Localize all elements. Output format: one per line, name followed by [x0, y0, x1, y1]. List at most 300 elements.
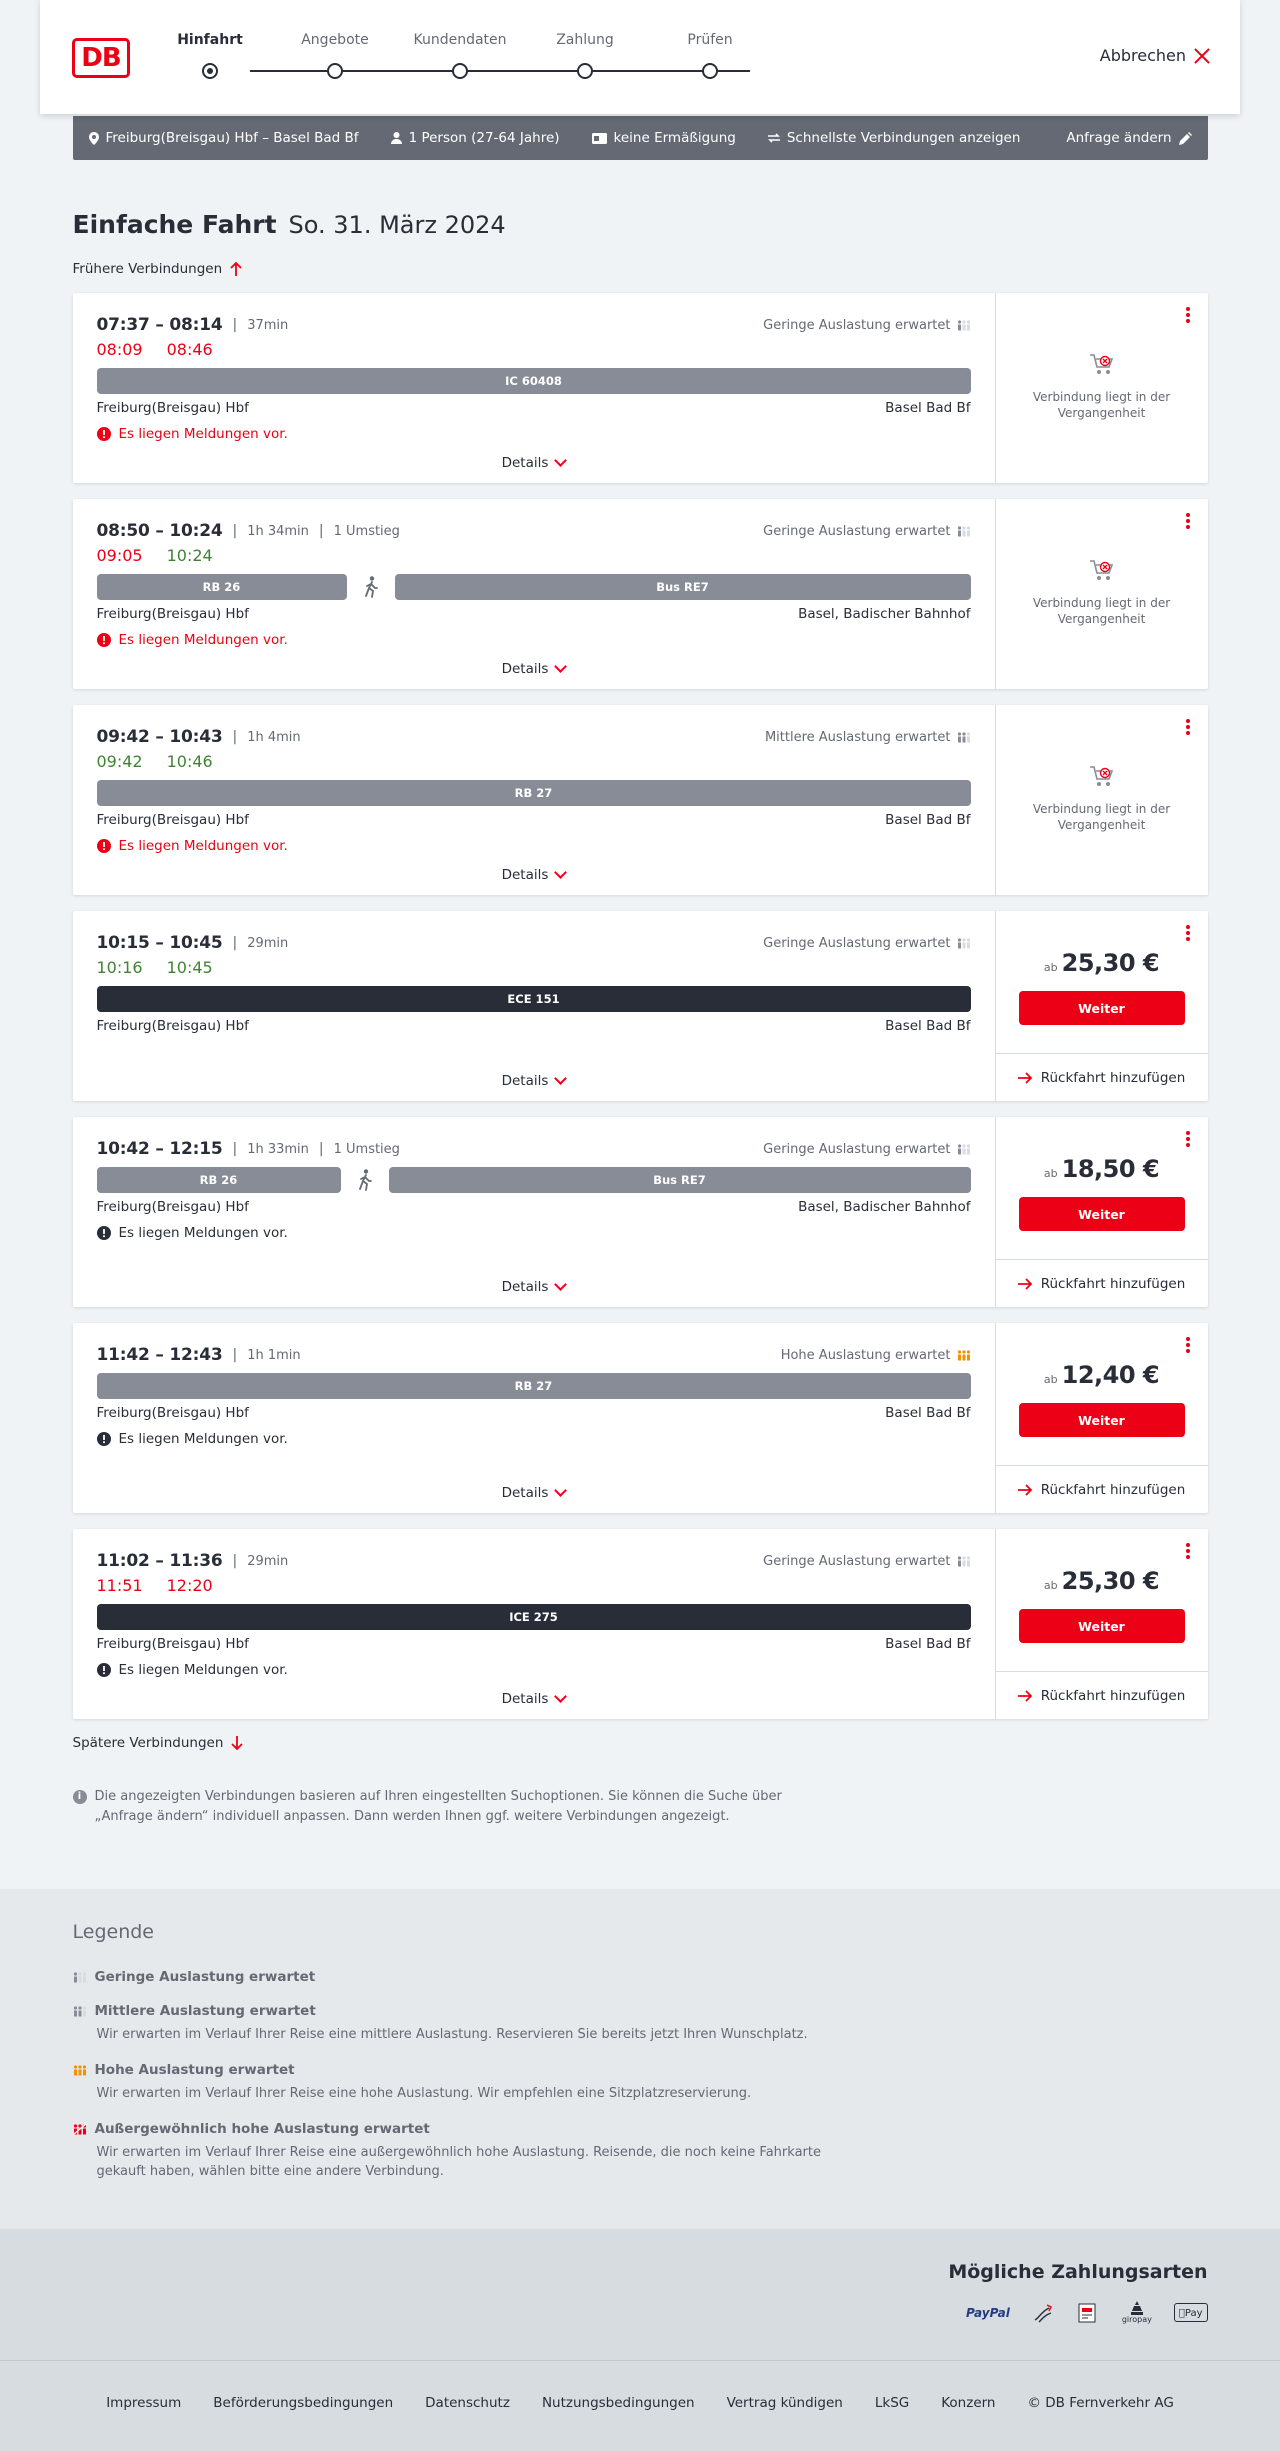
step-label: Prüfen — [687, 32, 733, 48]
arrival-station: Basel, Badischer Bahnhof — [798, 606, 971, 622]
occupancy-text: Geringe Auslastung erwartet — [763, 935, 951, 951]
disruption-text: Es liegen Meldungen vor. — [118, 1431, 288, 1447]
past-connection-text: Verbindung liegt in der Vergangenheit — [1032, 802, 1171, 832]
separator: | — [318, 523, 324, 539]
offer-panel — [996, 1323, 1208, 1513]
details-toggle[interactable] — [73, 1279, 995, 1295]
add-return-label: Rückfahrt hinzufügen — [1040, 1275, 1186, 1292]
train-leg-bar[interactable]: RB 27 — [97, 780, 971, 806]
legend-item — [73, 2003, 1208, 2044]
later-connections-link[interactable] — [73, 1735, 1208, 1751]
price — [996, 1567, 1208, 1595]
departure-station: Freiburg(Breisgau) Hbf — [96, 1405, 249, 1421]
arrival-station: Basel, Badischer Bahnhof — [798, 1199, 971, 1215]
connection-card[interactable] — [73, 1529, 1208, 1719]
arrival-station: Basel Bad Bf — [885, 1636, 971, 1652]
more-options-icon[interactable] — [1186, 1337, 1190, 1353]
disruption-text: Es liegen Meldungen vor. — [118, 632, 288, 648]
legend-item — [73, 1969, 1208, 1985]
apple-pay-label: Pay — [1184, 2308, 1203, 2319]
more-options-icon[interactable] — [1186, 925, 1190, 941]
disruption-message[interactable] — [97, 1429, 971, 1449]
pencil-icon — [1179, 132, 1192, 145]
occupancy-low-icon — [957, 525, 971, 537]
realtime-departure: 09:42 — [96, 752, 143, 771]
header — [40, 0, 1240, 114]
occupancy-high-icon — [73, 2064, 87, 2076]
cart-unavailable-icon — [1089, 765, 1115, 789]
step-dot — [702, 63, 718, 79]
occupancy-text: Geringe Auslastung erwartet — [763, 317, 951, 333]
payment-icons — [73, 2301, 1208, 2324]
walk-segment — [353, 1167, 377, 1193]
arrival-station: Basel Bad Bf — [885, 812, 971, 828]
legend-item-title-row — [73, 2003, 1208, 2019]
search-summary-bar — [73, 116, 1208, 160]
time-row — [97, 727, 971, 747]
occupancy-low-icon — [957, 319, 971, 331]
step-angebote[interactable] — [275, 32, 395, 54]
legs-bar-row — [97, 780, 971, 806]
bus-leg-bar[interactable]: Bus RE7 — [395, 574, 971, 600]
legend-item-title-row — [73, 2121, 1208, 2137]
duration: 1h 33min — [247, 1141, 309, 1157]
arrival-station: Basel Bad Bf — [885, 1405, 971, 1421]
train-leg-bar[interactable]: ECE 151 — [97, 986, 971, 1012]
occupancy-low-icon — [957, 1143, 971, 1155]
duration: 1h 1min — [247, 1347, 301, 1363]
step-zahlung[interactable] — [525, 32, 645, 54]
occupancy-text: Geringe Auslastung erwartet — [763, 523, 951, 539]
legend-items — [73, 1969, 1208, 2181]
add-return-button[interactable] — [996, 1259, 1208, 1307]
discount-summary — [592, 130, 736, 146]
separator: | — [232, 1141, 238, 1157]
scheduled-times: 07:37 – 08:14 — [96, 315, 223, 335]
legend-item-desc: Wir erwarten im Verlauf Ihrer Reise eine mittlere Auslastung. Reservieren Sie bereits jetzt Ihren Wunschplatz. — [96, 2027, 808, 2042]
departure-station: Freiburg(Breisgau) Hbf — [96, 1199, 249, 1215]
occupancy-indicator — [763, 1554, 970, 1569]
departure-station: Freiburg(Breisgau) Hbf — [96, 812, 249, 828]
legend-item-title: Geringe Auslastung erwartet — [94, 1969, 316, 1985]
legend-item-title-row — [73, 1969, 1208, 1985]
arrival-station: Basel Bad Bf — [885, 400, 971, 416]
occupancy-low-icon — [957, 937, 971, 949]
warning-icon — [97, 1432, 111, 1446]
past-connection-note — [996, 765, 1208, 833]
stations-row — [97, 812, 971, 832]
legend-item — [73, 2062, 1208, 2103]
step-pruefen[interactable] — [650, 32, 770, 54]
disruption-text: Es liegen Meldungen vor. — [118, 1662, 288, 1678]
walking-transfer-icon — [358, 1169, 372, 1191]
legend-title: Legende — [72, 1921, 154, 1943]
details-label: Details — [501, 1485, 549, 1501]
arrow-right-icon — [1018, 1278, 1033, 1290]
past-connection-text: Verbindung liegt in der Vergangenheit — [1032, 596, 1171, 626]
add-return-label: Rückfahrt hinzufügen — [1040, 1481, 1186, 1498]
legs-bar-row — [97, 1604, 971, 1630]
search-info-text: Die angezeigten Verbindungen basieren auf Ihren eingestellten Suchoptionen. Sie können die Suche über „Anfrage ändern“ individuell anpassen. Dann werden Ihnen ggf. weitere Verbindungen angezeigt. — [94, 1789, 782, 1824]
cart-unavailable-icon — [1089, 559, 1115, 583]
transfers: 1 Umstieg — [333, 1141, 400, 1157]
disruption-text: Es liegen Meldungen vor. — [118, 838, 288, 854]
connection-card[interactable] — [73, 705, 1208, 895]
continue-button[interactable]: Weiter — [1019, 1403, 1185, 1437]
chevron-down-icon — [555, 1484, 568, 1497]
location-pin-icon — [89, 132, 99, 145]
chevron-down-icon — [555, 660, 568, 673]
footer-link[interactable]: Konzern — [941, 2395, 996, 2411]
booking-stepper — [177, 32, 750, 82]
legend-item-title: Hohe Auslastung erwartet — [94, 2062, 295, 2078]
realtime-departure: 09:05 — [96, 546, 143, 565]
warning-icon — [97, 633, 111, 647]
time-row — [97, 1551, 971, 1571]
legs-bar-row — [97, 1373, 971, 1399]
step-dot — [452, 63, 468, 79]
arrival-station: Basel Bad Bf — [885, 1018, 971, 1034]
occupancy-low-icon — [73, 1971, 87, 1983]
separator: | — [232, 317, 238, 333]
page-title-row — [73, 210, 1208, 239]
duration: 29min — [247, 1553, 289, 1569]
add-return-button[interactable] — [996, 1053, 1208, 1101]
step-hinfahrt[interactable] — [150, 32, 270, 54]
footer-link[interactable]: LkSG — [874, 2395, 910, 2411]
details-toggle[interactable] — [73, 661, 995, 677]
travel-date: So. 31. März 2024 — [288, 211, 506, 239]
stations-row — [97, 1199, 971, 1219]
apple-pay-icon — [1174, 2303, 1208, 2322]
chevron-down-icon — [555, 454, 568, 467]
edit-request-label: Anfrage ändern — [1066, 130, 1172, 146]
connection-card[interactable] — [73, 499, 1208, 689]
search-info-note — [73, 1787, 833, 1827]
details-label: Details — [501, 1279, 549, 1295]
occupancy-low-icon — [957, 1555, 971, 1567]
bus-leg-bar[interactable]: Bus RE7 — [389, 1167, 971, 1193]
legend-item — [73, 2121, 1208, 2181]
page-title: Einfache Fahrt — [72, 210, 277, 239]
details-label: Details — [501, 661, 549, 677]
fastest-summary — [768, 130, 1021, 146]
more-options-icon[interactable] — [1186, 719, 1190, 735]
realtime-departure: 10:16 — [96, 958, 143, 977]
connection-info — [73, 1117, 996, 1307]
earlier-connections-label: Frühere Verbindungen — [72, 261, 223, 277]
giropay-icon — [1122, 2301, 1152, 2324]
connection-info — [73, 1529, 996, 1719]
swap-arrows-icon — [768, 133, 780, 143]
disruption-message[interactable] — [97, 630, 971, 650]
occupancy-text: Geringe Auslastung erwartet — [763, 1553, 951, 1569]
occupancy-high-icon — [957, 1349, 971, 1361]
connection-card[interactable] — [73, 911, 1208, 1101]
realtime-row — [97, 340, 971, 360]
warning-icon — [97, 427, 111, 441]
footer-link[interactable]: Vertrag kündigen — [726, 2395, 843, 2411]
arrow-up-icon — [230, 262, 242, 276]
bahncard-icon — [592, 133, 607, 144]
legend-item-desc: Wir erwarten im Verlauf Ihrer Reise eine hohe Auslastung. Wir empfehlen eine Sitzplatzreservierung. — [96, 2086, 752, 2101]
departure-station: Freiburg(Breisgau) Hbf — [96, 606, 249, 622]
chevron-down-icon — [555, 866, 568, 879]
transfers: 1 Umstieg — [333, 523, 400, 539]
price-value: 25,30 € — [1061, 1567, 1160, 1595]
legend-item-title-row — [73, 2062, 1208, 2078]
close-icon — [1194, 48, 1210, 64]
step-label: Hinfahrt — [177, 32, 243, 48]
separator: | — [232, 935, 238, 951]
cancel-label: Abbrechen — [1099, 46, 1186, 65]
more-options-icon[interactable] — [1186, 513, 1190, 529]
realtime-row — [97, 752, 971, 772]
departure-station: Freiburg(Breisgau) Hbf — [96, 400, 249, 416]
separator: | — [232, 729, 238, 745]
earlier-connections-link[interactable] — [73, 261, 1208, 277]
time-row — [97, 933, 971, 953]
price — [996, 1361, 1208, 1389]
offer-panel — [996, 499, 1208, 689]
legs-bar-row — [97, 986, 971, 1012]
occupancy-indicator — [781, 1348, 971, 1363]
disruption-message[interactable] — [97, 1660, 971, 1680]
disruption-text: Es liegen Meldungen vor. — [118, 426, 288, 442]
duration: 37min — [247, 317, 289, 333]
connection-info — [73, 705, 996, 895]
separator: | — [232, 1553, 238, 1569]
step-kundendaten[interactable] — [400, 32, 520, 54]
price-prefix: ab — [1043, 1167, 1058, 1180]
more-options-icon[interactable] — [1186, 1543, 1190, 1559]
giropay-label: giropay — [1121, 2315, 1152, 2324]
realtime-arrival: 08:46 — [166, 340, 213, 359]
occupancy-indicator — [763, 1142, 970, 1157]
offer-panel — [996, 293, 1208, 483]
credit-card-icon — [1076, 2302, 1100, 2324]
connection-card[interactable] — [73, 1323, 1208, 1513]
realtime-arrival: 10:24 — [166, 546, 213, 565]
continue-button[interactable]: Weiter — [1019, 1609, 1185, 1643]
price-value: 18,50 € — [1061, 1155, 1160, 1183]
price — [996, 1155, 1208, 1183]
step-dot-active — [202, 63, 218, 79]
disruption-text: Es liegen Meldungen vor. — [118, 1225, 288, 1241]
train-leg-bar[interactable]: ICE 275 — [97, 1604, 971, 1630]
footer — [0, 2360, 1280, 2451]
scheduled-times: 09:42 – 10:43 — [96, 727, 223, 747]
legend-item-desc: Wir erwarten im Verlauf Ihrer Reise eine außergewöhnlich hohe Auslastung. Reisende, die noch keine Fahrkarte gekauft haben, wählen bitte eine andere Verbindung. — [96, 2145, 821, 2179]
details-label: Details — [501, 867, 549, 883]
scheduled-times: 10:15 – 10:45 — [96, 933, 223, 953]
occupancy-indicator — [763, 936, 970, 951]
realtime-departure: 11:51 — [96, 1576, 143, 1595]
price-value: 12,40 € — [1061, 1361, 1160, 1389]
disruption-message[interactable] — [97, 424, 971, 444]
realtime-departure: 08:09 — [96, 340, 143, 359]
step-label: Zahlung — [556, 32, 614, 48]
details-toggle[interactable] — [73, 455, 995, 471]
disruption-message[interactable] — [97, 836, 971, 856]
warning-icon — [97, 1226, 111, 1240]
passengers-summary — [391, 130, 560, 146]
chevron-down-icon — [555, 1690, 568, 1703]
connection-info — [73, 293, 996, 483]
occupancy-text: Hohe Auslastung erwartet — [780, 1347, 951, 1363]
past-connection-note — [996, 559, 1208, 627]
payment-title: Mögliche Zahlungsarten — [948, 2261, 1208, 2283]
disruption-message[interactable] — [97, 1223, 971, 1243]
separator: | — [232, 523, 238, 539]
past-connection-text: Verbindung liegt in der Vergangenheit — [1032, 390, 1171, 420]
step-label: Kundendaten — [413, 32, 507, 48]
add-return-button[interactable] — [996, 1465, 1208, 1513]
add-return-label: Rückfahrt hinzufügen — [1040, 1687, 1186, 1704]
sepa-debit-icon — [1032, 2302, 1054, 2324]
payment-methods — [0, 2229, 1280, 2360]
connection-card[interactable] — [73, 1117, 1208, 1307]
stations-row — [97, 606, 971, 626]
person-icon — [391, 132, 402, 144]
details-toggle[interactable] — [73, 1691, 995, 1707]
price — [996, 949, 1208, 977]
arrow-down-icon — [231, 1736, 243, 1750]
more-options-icon[interactable] — [1186, 307, 1190, 323]
route-text: Freiburg(Breisgau) Hbf – Basel Bad Bf — [105, 130, 359, 146]
warning-icon — [97, 839, 111, 853]
legs-bar-row — [97, 368, 971, 394]
train-leg-bar[interactable]: RB 26 — [97, 1167, 341, 1193]
footer-links — [0, 2395, 1280, 2411]
offer-panel — [996, 911, 1208, 1101]
occupancy-text: Mittlere Auslastung erwartet — [764, 729, 951, 745]
realtime-row — [97, 958, 971, 978]
price-box — [996, 1567, 1208, 1643]
edit-request-button[interactable] — [1066, 130, 1191, 146]
paypal-icon: PayPal — [965, 2305, 1010, 2320]
details-toggle[interactable] — [73, 1485, 995, 1501]
connection-info — [73, 911, 996, 1101]
legend-item-title: Außergewöhnlich hohe Auslastung erwartet — [94, 2121, 430, 2137]
stations-row — [97, 1405, 971, 1425]
details-label: Details — [501, 455, 549, 471]
realtime-row — [97, 546, 971, 566]
scheduled-times: 08:50 – 10:24 — [96, 521, 223, 541]
scheduled-times: 11:42 – 12:43 — [96, 1345, 223, 1365]
footer-link[interactable]: Impressum — [106, 2395, 182, 2411]
details-label: Details — [501, 1691, 549, 1707]
later-connections-label: Spätere Verbindungen — [72, 1735, 224, 1751]
stepper-line — [250, 70, 750, 72]
duration: 1h 34min — [247, 523, 309, 539]
train-leg-bar[interactable]: IC 60408 — [97, 368, 971, 394]
cancel-button[interactable] — [1100, 46, 1210, 65]
scheduled-times: 10:42 – 12:15 — [96, 1139, 223, 1159]
occupancy-text: Geringe Auslastung erwartet — [763, 1141, 951, 1157]
step-dot — [327, 63, 343, 79]
connection-info — [73, 499, 996, 689]
footer-link[interactable]: Beförderungsbedingungen — [213, 2395, 394, 2411]
price-prefix: ab — [1043, 1579, 1058, 1592]
continue-button[interactable]: Weiter — [1019, 1197, 1185, 1231]
price-prefix: ab — [1043, 1373, 1058, 1386]
footer-link[interactable]: © DB Fernverkehr AG — [1027, 2395, 1174, 2411]
warning-icon — [97, 1663, 111, 1677]
occupancy-legend — [0, 1889, 1280, 2229]
continue-button[interactable]: Weiter — [1019, 991, 1185, 1025]
stations-row — [97, 400, 971, 420]
duration: 29min — [247, 935, 289, 951]
legend-item-title: Mittlere Auslastung erwartet — [94, 2003, 316, 2019]
offer-panel — [996, 705, 1208, 895]
departure-station: Freiburg(Breisgau) Hbf — [96, 1018, 249, 1034]
occupancy-extreme-icon — [73, 2123, 87, 2135]
duration: 1h 4min — [247, 729, 301, 745]
arrow-right-icon — [1018, 1484, 1033, 1496]
time-row — [97, 521, 971, 541]
realtime-arrival: 12:20 — [166, 1576, 213, 1595]
train-leg-bar[interactable]: RB 26 — [97, 574, 347, 600]
realtime-arrival: 10:45 — [166, 958, 213, 977]
add-return-label: Rückfahrt hinzufügen — [1040, 1069, 1186, 1086]
realtime-arrival: 10:46 — [166, 752, 213, 771]
footer-link[interactable]: Datenschutz — [425, 2395, 510, 2411]
db-logo[interactable]: DB — [72, 38, 130, 78]
walking-transfer-icon — [364, 576, 378, 598]
connection-card[interactable] — [73, 293, 1208, 483]
price-box — [996, 1361, 1208, 1437]
separator: | — [318, 1141, 324, 1157]
occupancy-mid-icon — [957, 731, 971, 743]
offer-panel — [996, 1117, 1208, 1307]
connection-info — [73, 1323, 996, 1513]
chevron-down-icon — [555, 1278, 568, 1291]
discount-text: keine Ermäßigung — [613, 130, 736, 146]
legs-bar-row — [97, 574, 971, 600]
departure-station: Freiburg(Breisgau) Hbf — [96, 1636, 249, 1652]
train-leg-bar[interactable]: RB 27 — [97, 1373, 971, 1399]
time-row — [97, 1139, 971, 1159]
step-dot — [577, 63, 593, 79]
arrow-right-icon — [1018, 1072, 1033, 1084]
add-return-button[interactable] — [996, 1671, 1208, 1719]
more-options-icon[interactable] — [1186, 1131, 1190, 1147]
separator: | — [232, 1347, 238, 1363]
connection-list — [73, 293, 1208, 1719]
realtime-row — [97, 1576, 971, 1596]
scheduled-times: 11:02 – 11:36 — [96, 1551, 223, 1571]
offer-panel — [996, 1529, 1208, 1719]
details-label: Details — [501, 1073, 549, 1089]
fastest-text: Schnellste Verbindungen anzeigen — [786, 130, 1021, 146]
passengers-text: 1 Person (27-64 Jahre) — [408, 130, 560, 146]
arrow-right-icon — [1018, 1690, 1033, 1702]
time-row — [97, 1345, 971, 1365]
details-toggle[interactable] — [73, 1073, 995, 1089]
occupancy-mid-icon — [73, 2005, 87, 2017]
step-label: Angebote — [301, 32, 369, 48]
route-summary — [89, 130, 359, 146]
details-toggle[interactable] — [73, 867, 995, 883]
footer-link[interactable]: Nutzungsbedingungen — [541, 2395, 695, 2411]
legs-bar-row — [97, 1167, 971, 1193]
cart-unavailable-icon — [1089, 353, 1115, 377]
price-box — [996, 949, 1208, 1025]
walk-segment — [359, 574, 383, 600]
chevron-down-icon — [555, 1072, 568, 1085]
time-row — [97, 315, 971, 335]
